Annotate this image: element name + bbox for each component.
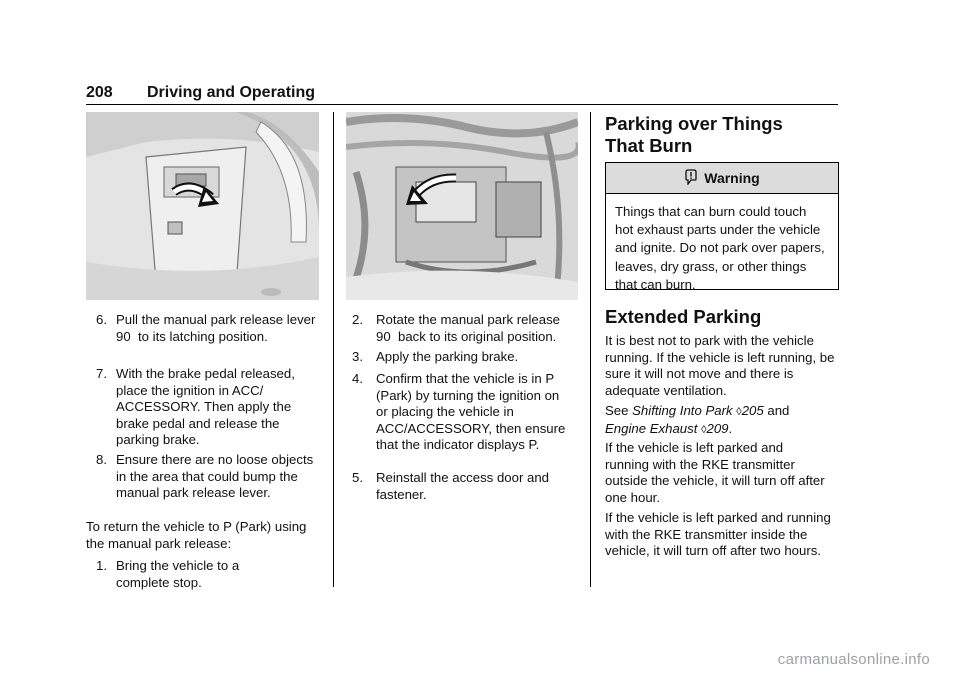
step-number: 7. bbox=[96, 366, 107, 381]
xref-page[interactable]: 205 bbox=[741, 403, 764, 418]
step-text: Apply the parking brake. bbox=[376, 349, 519, 364]
list-item bbox=[96, 312, 322, 345]
list-item bbox=[96, 366, 322, 449]
warning-icon bbox=[684, 169, 698, 188]
step-text: Ensure there are no loose objects in the area that could bump the manual park release lever. bbox=[116, 452, 314, 501]
list-item bbox=[96, 558, 296, 591]
step-text: With the brake pedal released, place the ignition in ACC/ ACCESSORY. Then apply the brake pedal and release the parking brake. bbox=[116, 366, 295, 448]
manual-park-release-lever-illustration bbox=[86, 112, 319, 300]
column-divider bbox=[590, 112, 591, 587]
step-text: Rotate the manual park release 90 back to its original position. bbox=[376, 312, 561, 344]
list-item bbox=[352, 349, 578, 366]
paragraph: If the vehicle is left parked and running with the RKE transmitter outside the vehicle, it will turn off after one hour. bbox=[605, 440, 825, 505]
xref-page[interactable]: 209 bbox=[706, 420, 729, 436]
page-ref-icon: ◊ bbox=[701, 423, 707, 436]
step-number: 6. bbox=[96, 312, 107, 327]
step-text: Bring the vehicle to a complete stop. bbox=[116, 558, 240, 590]
page-number: 208 bbox=[86, 84, 113, 101]
see-prefix: See bbox=[605, 403, 633, 418]
warning-text: Things that can burn could touch hot exhaust parts under the vehicle and ignite. Do not park over papers, leaves, dry grass, or other things that can burn. bbox=[615, 204, 825, 292]
step-number: 8. bbox=[96, 452, 107, 467]
paragraph: It is best not to park with the vehicle running. If the vehicle is left running, be sure it will not move and there is adequate ventilation. bbox=[605, 333, 835, 398]
section-heading: Extended Parking bbox=[605, 306, 762, 327]
step-number: 2. bbox=[352, 312, 363, 327]
step-number: 1. bbox=[96, 558, 107, 573]
step-text: Pull the manual park release lever 90 to its latching position. bbox=[116, 312, 316, 344]
watermark: carmanualsonline.info bbox=[777, 651, 930, 668]
and-word: and bbox=[763, 403, 790, 418]
step-text: Confirm that the vehicle is in P (Park) by turning the ignition on or placing the vehicle in ACC/ACCESSORY, then ensure that the indicator displays P. bbox=[376, 371, 566, 453]
return-intro-paragraph: To return the vehicle to P (Park) using the manual park release: bbox=[86, 519, 307, 551]
period: . bbox=[728, 420, 733, 436]
warning-header bbox=[606, 163, 838, 194]
xref-link-engine-exhaust[interactable]: Engine Exhaust bbox=[605, 420, 698, 436]
cross-reference-paragraph bbox=[605, 403, 837, 438]
list-item bbox=[96, 452, 322, 502]
page-ref-icon: ◊ bbox=[736, 406, 742, 418]
paragraph: If the vehicle is left parked and running with the RKE transmitter inside the vehicle, it will turn off after two hours. bbox=[605, 510, 831, 559]
step-number: 3. bbox=[352, 349, 363, 364]
header-rule bbox=[86, 104, 838, 105]
warning-box bbox=[605, 162, 839, 290]
list-item bbox=[352, 371, 566, 454]
section-heading: That Burn bbox=[605, 135, 693, 156]
step-number: 5. bbox=[352, 470, 363, 485]
warning-title: Warning bbox=[704, 170, 760, 186]
section-heading: Parking over Things bbox=[605, 113, 783, 134]
column-divider bbox=[333, 112, 334, 587]
step-text: Reinstall the access door and fastener. bbox=[376, 470, 550, 502]
list-item bbox=[352, 312, 578, 345]
park-release-mechanism-illustration bbox=[346, 112, 578, 300]
section-title: Driving and Operating bbox=[147, 84, 316, 101]
step-number: 4. bbox=[352, 371, 363, 386]
list-item bbox=[352, 470, 578, 503]
xref-link-shifting-into-park[interactable]: Shifting Into Park bbox=[632, 403, 733, 418]
